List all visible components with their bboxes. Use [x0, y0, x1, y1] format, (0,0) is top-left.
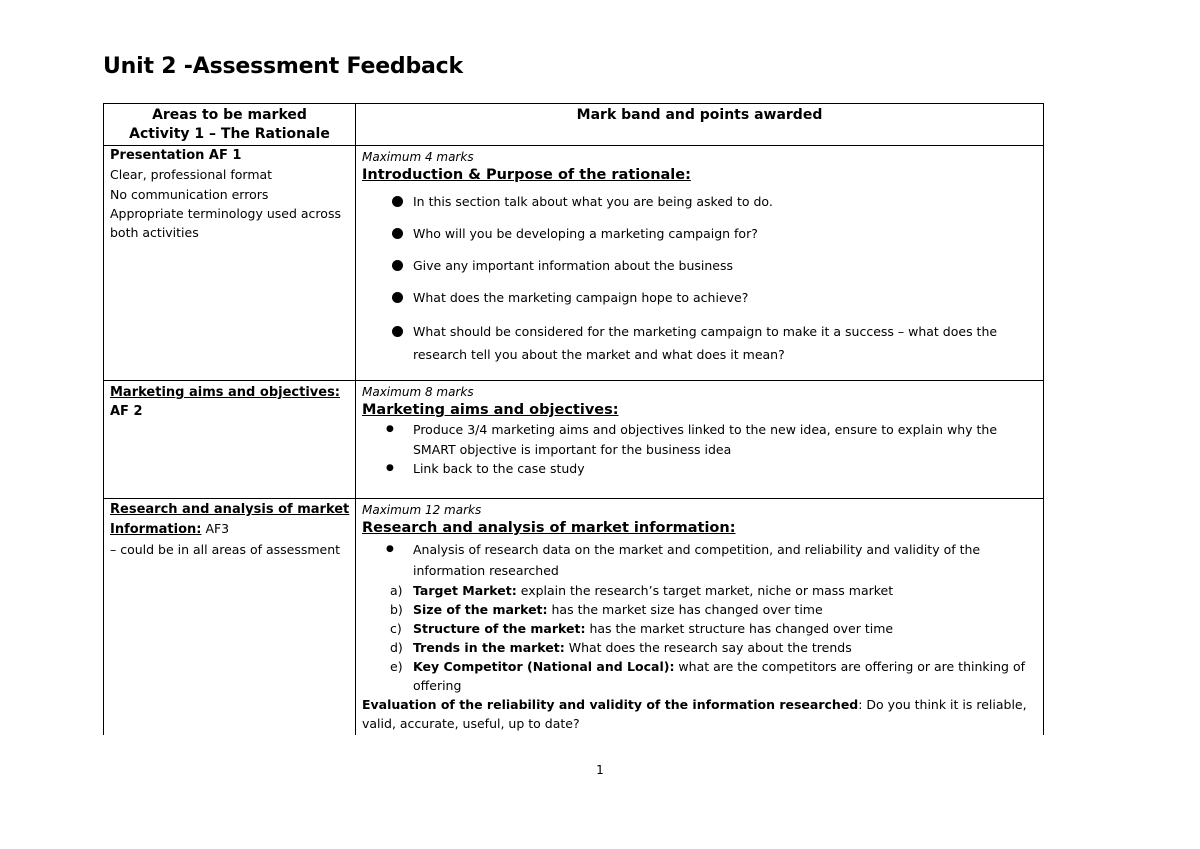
feedback-table [103, 103, 1044, 735]
area-title: Research and analysis of market [110, 502, 350, 517]
header-areas-label: Areas to be marked [152, 107, 307, 123]
markband-intro-cell [356, 146, 1044, 381]
list-item-text: What does the marketing campaign hope to achieve? [413, 290, 749, 305]
list-item-text: Produce 3/4 marketing aims and objectives linked to the new idea, ensure to explain why the SMART objective is important for the business idea [413, 422, 998, 457]
criteria-label: Target Market: [413, 583, 517, 598]
list-item-text: Link back to the case study [413, 461, 585, 476]
evaluation-label: Evaluation of the reliability and validity of the information researched [362, 697, 859, 712]
criteria-text: What does the research say about the trends [564, 640, 852, 655]
bullet-list [362, 540, 1043, 581]
area-presentation-cell [104, 146, 356, 381]
max-marks: Maximum 4 marks [362, 150, 474, 164]
bullet-icon [392, 228, 403, 239]
header-activity-label: Activity 1 – The Rationale [129, 126, 330, 142]
table-row [104, 499, 1044, 735]
criteria-text: has the market structure has changed over time [585, 621, 894, 636]
criteria-label: Key Competitor (National and Local): [413, 659, 675, 674]
list-item [392, 224, 1043, 243]
list-item [386, 420, 1043, 459]
list-item-text: What should be considered for the marketing campaign to make it a success – what does the research tell you about the market and what does it mean? [413, 324, 998, 362]
max-marks: Maximum 8 marks [362, 385, 474, 399]
criteria-text: explain the research’s target market, niche or mass market [516, 583, 894, 598]
list-item [392, 192, 1043, 211]
area-line: No communication errors [110, 186, 269, 202]
area-note: – could be in all areas of assessment [110, 541, 341, 557]
table-row [104, 146, 1044, 381]
criteria-label: Trends in the market: [413, 640, 565, 655]
section-heading: Research and analysis of market information: [362, 520, 736, 536]
list-item [392, 320, 1043, 366]
list-item [390, 581, 1043, 600]
area-research-cell [104, 499, 356, 735]
list-item [386, 459, 1043, 479]
criteria-list [362, 581, 1043, 695]
table-header-row [104, 104, 1044, 146]
table-row [104, 381, 1044, 499]
evaluation-question: : Do you think it is reliable, valid, accurate, useful, up to date? [362, 697, 1027, 731]
header-areas-cell [104, 104, 356, 146]
bullet-icon [392, 326, 403, 337]
list-item-text: In this section talk about what you are being asked to do. [413, 194, 773, 209]
page-number: 1 [596, 763, 604, 777]
list-letter: b) [390, 602, 403, 617]
list-item [390, 638, 1043, 657]
list-item [392, 256, 1043, 275]
bullet-list [362, 420, 1043, 479]
section-heading: Introduction & Purpose of the rationale: [362, 167, 691, 183]
list-item-text: Analysis of research data on the market and competition, and reliability and validity of the information researched [413, 542, 981, 578]
list-item [386, 540, 1043, 581]
area-af-label: AF 2 [110, 404, 143, 420]
markband-research-cell [356, 499, 1044, 735]
list-letter: c) [390, 621, 402, 636]
max-marks: Maximum 12 marks [362, 503, 482, 517]
bullet-icon [392, 260, 403, 271]
list-item [390, 600, 1043, 619]
bullet-icon: ● [386, 463, 394, 473]
list-item [390, 619, 1043, 638]
evaluation-text [362, 695, 1043, 733]
area-line: Appropriate terminology used across [110, 205, 341, 221]
area-title: Presentation AF 1 [110, 148, 242, 163]
criteria-text: what are the competitors are offering or are thinking of offering [413, 659, 1025, 693]
section-heading: Marketing aims and objectives: [362, 402, 619, 418]
header-markband-label: Mark band and points awarded [576, 107, 823, 123]
area-title-cont: Information: [110, 522, 202, 538]
area-marketing-aims-cell [104, 381, 356, 499]
criteria-text: has the market size has changed over time [547, 602, 823, 617]
area-line: both activities [110, 225, 199, 241]
list-item-text: Give any important information about the business [413, 258, 734, 273]
bullet-icon [392, 196, 403, 207]
markband-aims-cell [356, 381, 1044, 499]
page-title: Unit 2 -Assessment Feedback [103, 54, 463, 79]
list-item-text: Who will you be developing a marketing campaign for? [413, 226, 758, 241]
area-title: Marketing aims and objectives: [110, 385, 341, 400]
list-item [392, 288, 1043, 307]
area-line: Clear, professional format [110, 167, 273, 183]
list-item [390, 657, 1043, 695]
bullet-icon [392, 292, 403, 303]
bullet-icon: ● [386, 424, 394, 434]
bullet-list [362, 192, 1043, 366]
area-af-label: AF3 [201, 521, 230, 537]
header-markband-cell [356, 104, 1044, 146]
criteria-label: Size of the market: [413, 602, 548, 617]
list-letter: a) [390, 583, 403, 598]
list-letter: e) [390, 659, 403, 674]
list-letter: d) [390, 640, 403, 655]
criteria-label: Structure of the market: [413, 621, 586, 636]
bullet-icon: ● [386, 544, 394, 554]
